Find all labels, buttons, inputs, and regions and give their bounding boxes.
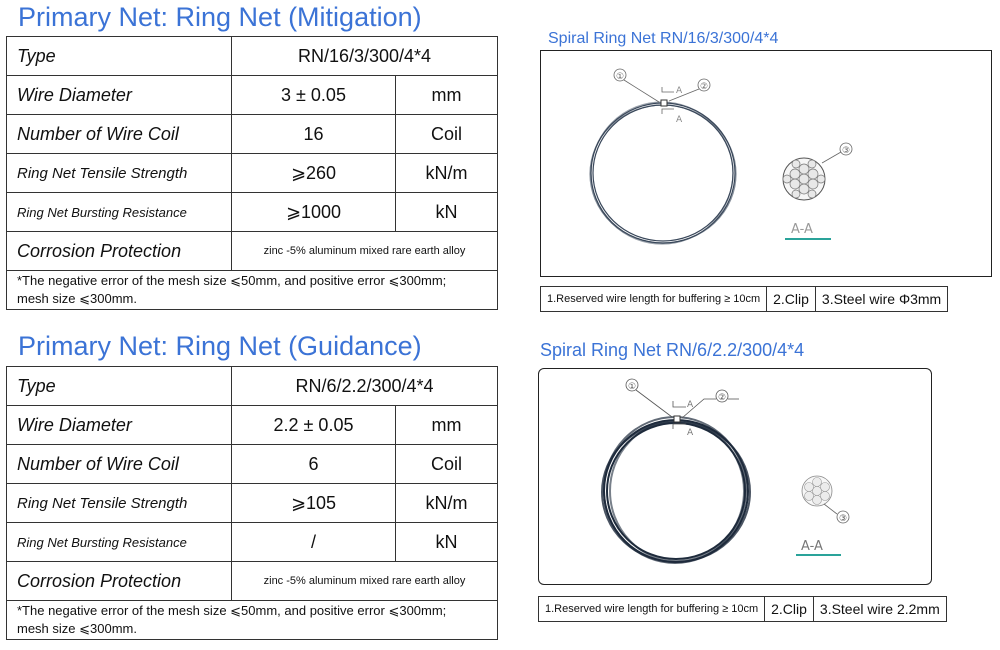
spec-table-guidance	[6, 366, 498, 640]
note-line-1: *The negative error of the mesh size ⩽50mm, and positive error ⩽300mm;	[17, 273, 447, 288]
legend-item-2: 2.Clip	[767, 287, 816, 312]
label-bursting: Ring Net Bursting Resistance	[7, 193, 232, 232]
label-tensile: Ring Net Tensile Strength	[7, 484, 232, 523]
row-corrosion	[7, 232, 498, 271]
unit-wire-diameter: mm	[396, 76, 498, 115]
label-corrosion: Corrosion Protection	[7, 562, 232, 601]
row-bursting	[7, 523, 498, 562]
label-type: Type	[7, 367, 232, 406]
callout-1: ①	[628, 382, 637, 392]
note-mesh-size	[7, 601, 498, 640]
figure-title-guidance: Spiral Ring Net RN/6/2.2/300/4*4	[540, 340, 805, 360]
unit-tensile: kN/m	[396, 484, 498, 523]
label-type: Type	[7, 37, 232, 76]
note-mesh-size	[7, 271, 498, 310]
row-corrosion	[7, 562, 498, 601]
row-note	[7, 601, 498, 640]
row-wire-coil	[7, 115, 498, 154]
label-corrosion: Corrosion Protection	[7, 232, 232, 271]
legend-item-1: 1.Reserved wire length for buffering ≥ 10cm	[539, 597, 765, 622]
unit-bursting: kN	[396, 193, 498, 232]
legend-item-1: 1.Reserved wire length for buffering ≥ 10cm	[541, 287, 767, 312]
figure-guidance	[538, 368, 932, 585]
section-label: A-A	[791, 222, 813, 237]
wire-cross-section	[802, 476, 832, 506]
value-bursting: /	[232, 523, 396, 562]
value-tensile: ⩾105	[232, 484, 396, 523]
callout-3: ③	[842, 146, 851, 156]
legend-guidance	[538, 596, 947, 622]
unit-bursting: kN	[396, 523, 498, 562]
value-wire-diameter: 2.2 ± 0.05	[232, 406, 396, 445]
label-wire-diameter: Wire Diameter	[7, 406, 232, 445]
unit-wire-coil: Coil	[396, 445, 498, 484]
ring-net-drawing-mitigation	[541, 51, 991, 276]
unit-wire-diameter: mm	[396, 406, 498, 445]
value-wire-diameter: 3 ± 0.05	[232, 76, 396, 115]
value-wire-coil: 16	[232, 115, 396, 154]
note-line-2: mesh size ⩽300mm.	[17, 621, 137, 636]
legend-item-2: 2.Clip	[765, 597, 814, 622]
label-wire-coil: Number of Wire Coil	[7, 445, 232, 484]
section-mark-a-top: A	[676, 86, 683, 96]
section-title-mitigation: Primary Net: Ring Net (Mitigation)	[18, 2, 422, 32]
value-bursting: ⩾1000	[232, 193, 396, 232]
row-type	[7, 37, 498, 76]
value-corrosion: zinc -5% aluminum mixed rare earth alloy	[232, 562, 498, 601]
row-wire-coil	[7, 445, 498, 484]
callout-2: ②	[718, 393, 727, 403]
row-tensile	[7, 154, 498, 193]
section-label: A-A	[801, 539, 823, 554]
callout-1: ①	[616, 72, 625, 82]
unit-wire-coil: Coil	[396, 115, 498, 154]
label-tensile: Ring Net Tensile Strength	[7, 154, 232, 193]
label-wire-diameter: Wire Diameter	[7, 76, 232, 115]
unit-tensile: kN/m	[396, 154, 498, 193]
note-line-2: mesh size ⩽300mm.	[17, 291, 137, 306]
wire-cross-section	[783, 158, 825, 200]
ring-net-drawing-guidance	[539, 369, 931, 584]
row-bursting	[7, 193, 498, 232]
value-tensile: ⩾260	[232, 154, 396, 193]
value-wire-coil: 6	[232, 445, 396, 484]
callout-2: ②	[700, 82, 709, 92]
legend-item-3: 3.Steel wire Φ3mm	[815, 287, 947, 312]
value-type: RN/6/2.2/300/4*4	[232, 367, 498, 406]
row-wire-diameter	[7, 76, 498, 115]
label-wire-coil: Number of Wire Coil	[7, 115, 232, 154]
section-mark-a-bottom: A	[676, 115, 683, 125]
row-note	[7, 271, 498, 310]
row-wire-diameter	[7, 406, 498, 445]
value-corrosion: zinc -5% aluminum mixed rare earth alloy	[232, 232, 498, 271]
value-type: RN/16/3/300/4*4	[232, 37, 498, 76]
spec-table-mitigation	[6, 36, 498, 310]
section-mark-a-bottom: A	[687, 428, 694, 438]
section-title-guidance: Primary Net: Ring Net (Guidance)	[18, 331, 422, 361]
figure-mitigation	[540, 50, 992, 277]
row-type	[7, 367, 498, 406]
section-mark-a-top: A	[687, 400, 694, 410]
legend-item-3: 3.Steel wire 2.2mm	[813, 597, 946, 622]
figure-title-mitigation: Spiral Ring Net RN/16/3/300/4*4	[548, 30, 779, 47]
row-tensile	[7, 484, 498, 523]
legend-mitigation	[540, 286, 948, 312]
note-line-1: *The negative error of the mesh size ⩽50mm, and positive error ⩽300mm;	[17, 603, 447, 618]
label-bursting: Ring Net Bursting Resistance	[7, 523, 232, 562]
callout-3: ③	[839, 514, 848, 524]
